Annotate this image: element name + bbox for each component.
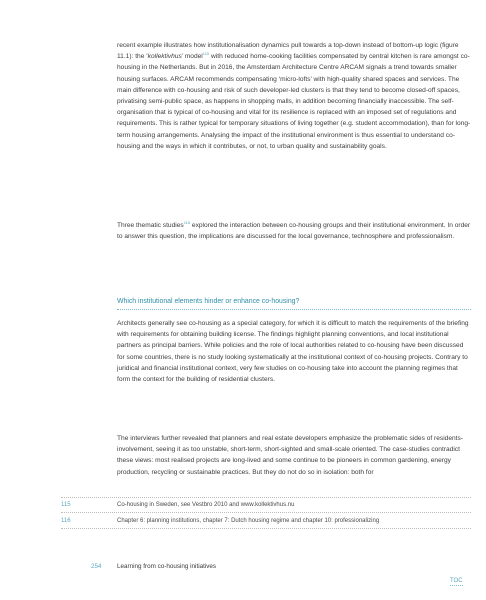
footnote-text-116: Chapter 6: planning institutions, chapter 7: Dutch housing regime and chapter 10: professionalizing xyxy=(117,518,380,524)
paragraph-4 xyxy=(117,433,471,478)
footnote-text-115: Co-housing in Sweden, see Vestbro 2010 and www.kollektivhus.nu xyxy=(117,502,295,508)
paragraph-1 xyxy=(117,40,471,152)
paragraph-4-text: The interviews further revealed that planners and real estate developers emphasize the problematic sides of residents-involvement, seeing it as too unstable, short-term, short-sighted and small-scale oriented. The case-studies contradict these views: most realised projects are long-lived and some continue to be pioneers in common gardening, energy production, recycling or sustainable practices. But they do not do so in isolation: both for xyxy=(117,435,463,476)
paragraph-3-text: Architects generally see co-housing as a special category, for which it is difficult to match the requirements of the briefing with requirements for obtaining building license. The findings highlight planning conventions, and local institutional partners as principal barriers. While policies and the role of local authorities related to co-housing have been discussed for some countries, there is no study looking systematically at the institutional context of co-housing projects. Contrary to juridical and financial institutional context, very few studies on co-housing take into account the planning regimes that form the context for the building of residential clusters. xyxy=(117,320,469,384)
footnote-divider xyxy=(61,528,471,529)
section-heading: Which institutional elements hinder or enhance co-housing? xyxy=(117,297,471,310)
footnote-ref-115[interactable]: 115 xyxy=(202,51,210,57)
paragraph-3 xyxy=(117,318,471,385)
footnote-divider xyxy=(61,512,471,513)
paragraph-2 xyxy=(117,220,471,242)
paragraph-2-text-b: explored the interaction between co-housing groups and their institutional environment. In order to answer this question, the implications are discussed for the local governance, technosphere and professionalism. xyxy=(117,222,471,241)
footnote-ref-116[interactable]: 116 xyxy=(183,220,191,225)
page-number: 254 xyxy=(91,563,102,570)
footnote-number-116: 116 xyxy=(61,518,71,524)
footnote-number-115: 115 xyxy=(61,502,71,508)
kollektivhus-term: kollektivhus xyxy=(147,53,182,61)
paragraph-1-text-c: with reduced home-cooking facilities compensated by central kitchen is rare amongst co-housing in the Netherlands. But in 2016, the Amsterdam Architecture Centre ARCAM signals a trend towards smaller housing surfaces. ARCAM recommends compensating ‘micro-lofts’ with high-quality shared spaces and services. The main difference with co-housing and risk of such developer-led clusters is that they tend to become closed-off spaces, privatising semi-public space, as happens in shopping malls, in addition becoming financially inaccessible. The self-organisation that is typical of co-housing and vital for its resilience is replaced with an imposed set of regulations and requirements. This is rather typical for temporary situations of living together (e.g. student accommodation), than for long-term housing arrangements. Analysing the impact of the institutional environment is thus essential to understand co-housing and the ways in which it contributes, or not, to urban quality and sustainability goals. xyxy=(117,53,471,150)
footnote-divider xyxy=(61,497,471,498)
paragraph-1-text-a: recent example illustrates how institutionalisation dynamics pull towards a top-down instead of bottom-up logic (figure 11.1): the ‘ xyxy=(117,42,459,61)
paragraph-2-text-a: Three thematic studies xyxy=(117,222,184,229)
paragraph-1-text-b: ’ model xyxy=(181,53,203,61)
running-title: Learning from co-housing initiatives xyxy=(117,563,217,570)
toc-link[interactable]: TOC xyxy=(450,578,463,584)
